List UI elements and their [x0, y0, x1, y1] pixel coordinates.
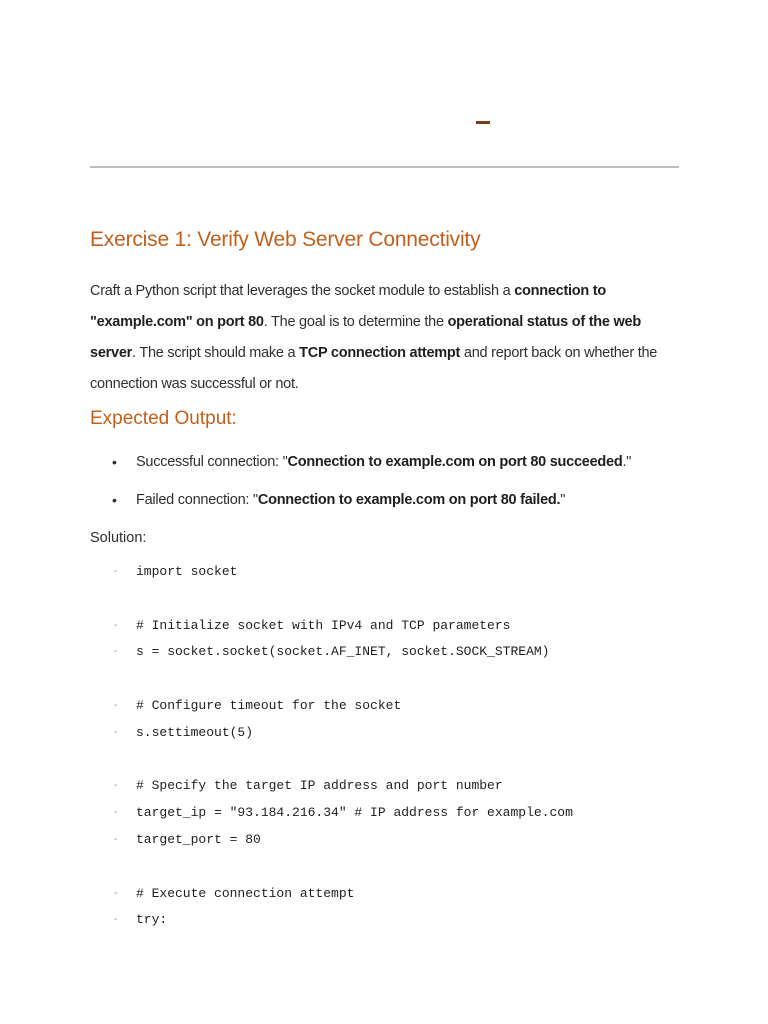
code-text: target_ip = "93.184.216.34" # IP address for example.com [136, 805, 573, 821]
expected-output-heading: Expected Output: [90, 408, 237, 429]
expected-output-list [112, 450, 631, 526]
line-marker-icon: - [114, 887, 118, 899]
exercise-heading: Exercise 1: Verify Web Server Connectivity [90, 228, 481, 251]
line-marker-icon: - [114, 566, 118, 577]
horizontal-divider [90, 166, 679, 168]
code-text: target_port = 80 [136, 832, 261, 847]
code-text: # Specify the target IP address and port number [136, 778, 503, 794]
emphasis-text: connection to "example.com" on port 80 [90, 283, 606, 330]
line-marker-icon: - [114, 807, 118, 819]
line-marker-icon: - [114, 914, 118, 926]
emphasis-text: operational status of the web server [90, 314, 641, 361]
solution-label: Solution: [90, 530, 147, 546]
bullet-icon: • [112, 454, 117, 470]
line-marker-icon: - [114, 834, 118, 845]
line-marker-icon: - [114, 700, 118, 711]
body-text: and report back on whether the connection was successful or not. [90, 345, 658, 392]
list-item: • Failed connection: "Connection to example.com on port 80 failed." [112, 488, 631, 526]
code-text: s.settimeout(5) [136, 724, 254, 740]
body-text: . The script should make a [132, 345, 300, 361]
emphasis-text: TCP connection attempt [299, 345, 461, 361]
body-text: . The goal is to determine the [263, 314, 448, 330]
body-text: Craft a Python script that leverages the socket module to establish a [90, 283, 515, 299]
code-text: # Initialize socket with IPv4 and TCP parameters [136, 617, 511, 633]
line-marker-icon: - [114, 619, 118, 631]
list-item: • Successful connection: "Connection to example.com on port 80 succeeded." [112, 450, 631, 488]
exercise-description [90, 276, 690, 400]
bullet-icon: • [112, 492, 117, 508]
code-text: s = socket.socket(socket.AF_INET, socket.SOCK_STREAM) [136, 644, 550, 660]
document-title-mark [476, 121, 490, 124]
code-text: # Configure timeout for the socket [136, 698, 402, 713]
code-text: try: [136, 912, 168, 928]
code-text: # Execute connection attempt [136, 885, 355, 901]
line-marker-icon: - [114, 780, 118, 792]
line-marker-icon: - [114, 726, 118, 738]
code-text: import socket [136, 564, 238, 579]
line-marker-icon: - [114, 646, 118, 658]
